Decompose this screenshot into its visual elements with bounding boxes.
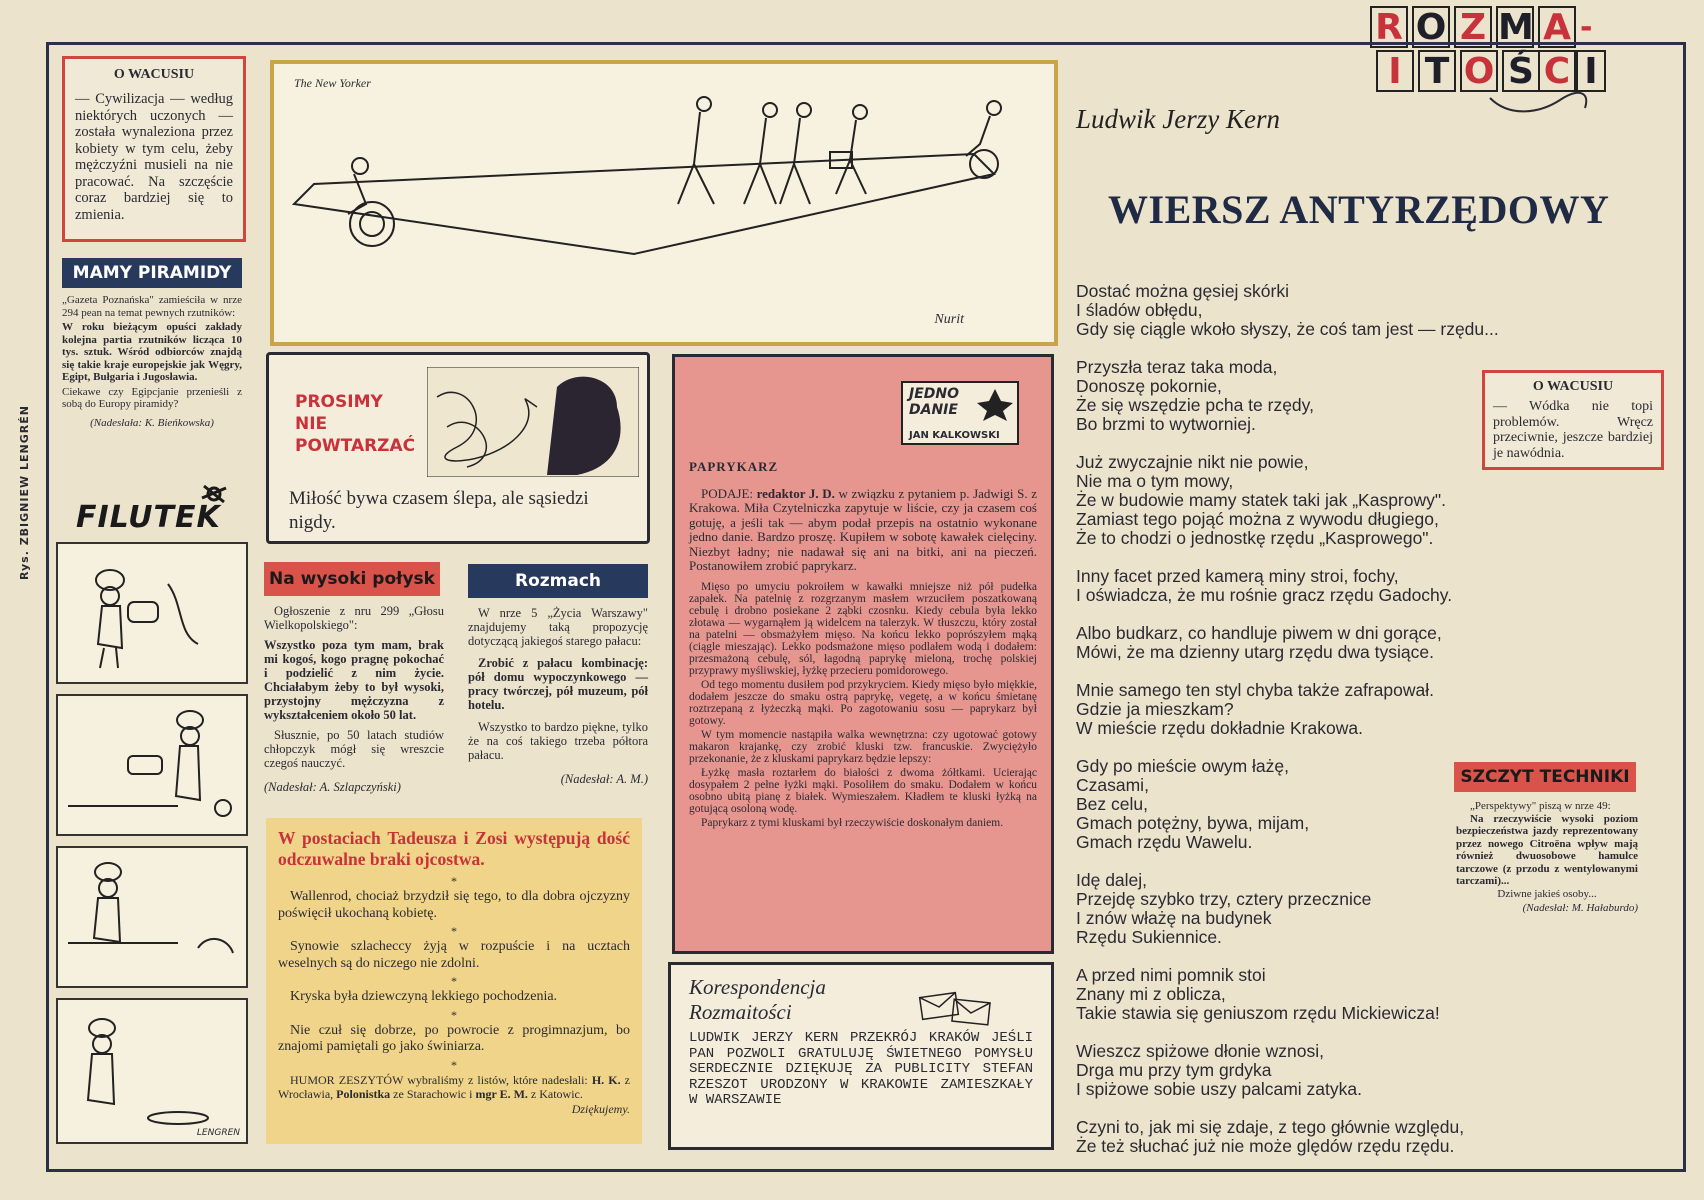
filutek-decor-icon [64,480,244,540]
cartoon-drawing-icon [274,64,1054,342]
wysoki-intro: Ogłoszenie z nru 299 „Głosu Wielkopolskiego": [264,604,444,632]
postaci-footer [278,1072,630,1116]
paprykarz-intro-rest: w związku z pytaniem p. Jadwigi S. z Krakowa. Miła Czytelniczka zapytuje w liście, czy ja czasem coś gotuję, a jeśli tak — abym podał przepis na ostatnio wykonane jedno danie. Bardzo proszę. Kupiłem w sobotę kawałek cielęciny. Niezbyt ładny; nie nadawał się ani na bitki, ani na pieczeń. Postanowiłem zrobić paprykarz. [689,486,1037,574]
postaci-star: * [451,874,457,888]
filutek-signature: LENGREN [196,1128,240,1138]
szczyt-quote: Na rzeczywiście wysoki poziom bezpieczeństwa jazdy reprezentowany przez nowego Citroëna wpływ mają również dwuosobowe hamulce tarczowe (z przodu z wentylowanymi tarczami)... [1456,812,1638,887]
szczyt-comment: Dziwne jakieś osoby... [1497,887,1597,900]
szczyt-heading: SZCZYT TECHNIKI [1454,762,1636,792]
piramidy-signature: (Nadesłała: K. Bieńkowska) [90,416,214,429]
poem-stanza: Wieszcz spiżowe dłonie wznosi, Drga mu przy tym grdyka I spiżowe sobie uszy palcami zatyka. [1076,1041,1362,1099]
masthead-letter: I [1376,50,1414,92]
wysoki-heading: Na wysoki połysk [264,562,440,596]
postaci-footer-pol: Polonistka [336,1087,391,1101]
szczyt-article [1456,800,1638,915]
poem-stanza: Czyni to, jak mi się zdaje, z tego głównie względu, Że też słuchać już nie może ględów rzędu rzędu. [1076,1117,1465,1156]
illustrator-credit: Rys. ZBIGNIEW LENGRÉN [18,405,31,580]
korespondencja-box [668,962,1054,1150]
wysoki-comment: Słusznie, po 50 latach studiów chłopczyk mógł się wreszcie czegoś nauczyć. [264,728,444,770]
filutek-panel-2 [56,694,248,836]
paprykarz-intro-lead: PODAJE: [701,486,754,501]
piramidy-quote: W roku bieżącym opuści zakłady kolejna partia rzutników licząca 10 tys. sztuk. Wśród odbiorców znajdą się takie kraje europejskie jak Węgry, Egipt, Bułgaria i Jugosławia. [62,321,242,383]
paprykarz-title: PAPRYKARZ [689,459,779,474]
poem-stanza: Przyszła teraz taka moda, Donoszę pokornie, Że się wszędzie pcha te rzędy, Bo brzmi to wytworniej. [1076,357,1314,434]
postaci-thanks: Dziękujemy. [571,1101,630,1116]
masthead-letter: T [1418,50,1456,92]
paprykarz-intro-bold: redaktor J. D. [756,486,835,501]
paprykarz-paragraph: Od tego momentu dusiłem pod przykryciem. Kiedy mięso było miękkie, dodałem jeszcze do smaku ostrą paprykę, vegetę, a w końcu śmietanę roztrzepaną z łyżeczką mąki. Po zagotowaniu sosu — paprykarz był gotowy. [689,679,1037,728]
postaci-item: Synowie szlacheccy żyją w rozpuście i na ucztach weselnych są do niczego nie zdolni. [278,939,630,971]
poem-author: Ludwik Jerzy Kern [1076,104,1280,134]
paprykarz-intro [689,487,1037,573]
rozmach-signature: (Nadesłał: A. M.) [560,772,648,786]
wysoki-article [264,604,444,794]
postaci-star: * [451,974,457,988]
filutek-figure-icon [58,1000,246,1142]
poem-stanza: Już zwyczajnie nikt nie powie, Nie ma o tym mowy, Że w budowie mamy statek taki jak „Kasprowy". Zamiast tego pojąć można z wywodu długiego, Że to chodzi o jednostkę rzędu „Kasprowego". [1076,452,1446,548]
poem-stanza: Mnie samego ten styl chyba także zafrapował. Gdzie ja mieszkam? W mieście rzędu dokładnie Krakowa. [1076,680,1434,738]
masthead-hyphen: - [1580,10,1593,45]
wacusiu-right-title: O WACUSIU [1532,379,1614,394]
logo-emblem-icon [975,387,1015,423]
prosimy-title-line: PROSIMY [295,392,383,412]
rozmach-quote: Zrobić z pałacu kombinację: pół domu wypoczynkowego — pracy twórczej, pół muzeum, pół hotelu. [468,656,648,712]
filutek-title: FILUTEK [76,500,221,535]
prosimy-title-line: POWTARZAĆ [295,436,416,456]
new-yorker-cartoon [270,60,1058,346]
logo-top: JEDNO [909,386,960,402]
postaci-star: * [451,1057,457,1072]
postaci-footer-end: z Katowic. [530,1087,583,1101]
szczyt-signature: (Nadesłał: M. Hałaburdo) [1522,902,1638,914]
postaci-footer-lead: HUMOR ZESZYTÓW wybraliśmy z listów, które nadesłali: [290,1072,588,1087]
korespondencja-telegram: LUDWIK JERZY KERN PRZEKRÓJ KRAKÓW JEŚLI PAN POZWOLI GRATULUJĘ ŚWIETNEGO POMYSŁU SERDECZNIE DZIĘKUJĘ ZA PUBLICITY STEFAN RZESZOT URODZONY W KRAKOWIE ZAMIESZKAŁY W WARSZAWIE [689,1030,1033,1108]
filutek-panel-4 [56,998,248,1144]
piramidy-article [62,294,242,429]
poem-title: WIERSZ ANTYRZĘDOWY [1108,187,1610,232]
envelope-icon [917,989,997,1029]
korespondencja-title-line: Korespondencja [689,975,826,999]
wacusiu-right-box [1482,370,1664,470]
postaci-box [266,818,642,1144]
cartoon-signature: Nurit [934,312,964,327]
paprykarz-paragraph: Paprykarz z tymi kluskami był rzeczywiście doskonałym daniem. [701,817,1004,830]
postaci-footer-hk: H. K. [591,1072,621,1087]
filutek-panel-1 [56,542,248,684]
masthead-letter: O [1412,6,1450,48]
logo-author: JAN KALKOWSKI [909,430,1000,441]
paprykarz-paragraph: Łyżkę masła roztarłem do białości z dwoma żółtkami. Ucierając dosypałem 2 pełne łyżki mąki. Posoliłem do smaku. Dodałem w końcu osobno ubitą pianę z białek. Wymieszałem. Kładłem te kluski łyżką na gotującą osoloną wodę. [689,767,1037,816]
szczyt-intro: „Perspektywy" piszą w nrze 49: [1470,800,1611,812]
filutek-figure-icon [58,696,246,834]
piramidy-heading: MAMY PIRAMIDY [62,258,242,288]
rozmach-article [468,606,648,786]
postaci-item: Kryska była dziewczyną lekkiego pochodzenia. [290,989,558,1004]
prosimy-title [295,391,415,457]
wysoki-signature: (Nadesłał: A. Szlapczyński) [264,780,401,794]
filutek-panel-3 [56,846,248,988]
prosimy-title-line: NIE [295,414,328,434]
postaci-item: Nie czuł się dobrze, po powrocie z progimnazjum, bo znajomi pamiętali go jako świniarza. [278,1022,630,1054]
postaci-star: * [451,1007,457,1022]
rozmach-intro: W nrze 5 „Życia Warszawy" znajdujemy taką propozycję dotyczącą jakiegoś starego pałacu: [468,606,648,648]
masthead-letter: M [1498,7,1534,48]
poem-stanza: A przed nimi pomnik stoi Znany mi z oblicza, Takie stawia się geniuszom rzędu Mickiewicza! [1076,965,1440,1023]
prosimy-illustration-icon [427,367,639,477]
postaci-footer-mid1: z Wrocławia, [278,1072,630,1101]
masthead-letter: Ś [1502,50,1540,92]
postaci-footer-em: mgr E. M. [475,1087,528,1101]
poem-stanza: Idę dalej, Przejdę szybko trzy, cztery przecznice I znów włażę na budynek Rzędu Sukiennice. [1076,870,1372,947]
korespondencja-title-line: Rozmaitości [689,1000,792,1024]
wacusiu-left-title: O WACUSIU [113,67,195,82]
filutek-figure-icon [58,544,246,682]
wacusiu-left-text: — Cywilizacja — według niektórych uczonych — została wynaleziona przez kobiety w tym celu, żeby mężczyźni musieli na nie pracować. Na szczęście coraz bardziej się to zmienia. [75,91,233,223]
wacusiu-left-box [62,56,246,242]
paprykarz-paragraph: Mięso po umyciu pokroiłem w kawałki mniejsze niż pół pudełka zapałek. Na patelnię z rozgrzanym masłem wrzuciłem poszatkowaną cebulę i drobno posiekane 2 ząbki czosnku. Kiedy cebula była lekko złotawa — wygarnąłem ją widelcem na talerzyk. W tłuszczu, który został na patelni — obsmażyłem mięso. Na końcu lekko poprószyłem mąką (ciągle mieszając). Lekko podsmażone mięso podlałem wodą i dodałem: przesmażoną cebulę, sól, łagodną paprykę mieloną, trochę polskiej przyprawy myśliwskiej, łyżkę przecieru pomidorowego. [689,581,1037,678]
masthead-letter: O [1460,50,1498,92]
poem-stanza: Albo budkarz, co handluje piwem w dni gorące, Mówi, że ma dzienny utarg rzędu dwa tysiące. [1076,623,1442,662]
poem-stanza: Dostać można gęsiej skórki I śladów obłędu, Gdy się ciągle wkoło słyszy, że coś tam jest — rzędu... [1076,281,1499,339]
masthead-letter: R [1370,6,1408,48]
piramidy-question: Ciekawe czy Egipcjanie przenieśli z sobą do Europy piramidy? [62,385,242,410]
postaci-title: W postaciach Tadeusza i Zosi występują dość odczuwalne braki ojcostwa. [278,828,630,869]
masthead-letter: A [1538,6,1576,48]
masthead-letter: I [1576,50,1606,92]
paprykarz-paragraph: W tym momencie nastąpiła walka wewnętrzna: czy ugotować gotowy makaron krajankę, czy zrobić kluski tzw. francuskie. Zwyciężyło przekonanie, że z kluskami paprykarz będzie lepszy: [689,729,1037,766]
logo-bottom: DANIE [909,402,958,418]
cartoon-magazine: The New Yorker [294,76,371,90]
poem-stanza: Inny facet przed kamerą miny stroi, fochy, I oświadcza, że mu rośnie gracz rzędu Gadochy. [1076,566,1453,605]
paprykarz-box [672,354,1054,954]
wacusiu-right-text: — Wódka nie topi problemów. Wręcz przeciwnie, jeszcze bardziej je nawódnia. [1493,399,1653,461]
poem-stanza: Gdy po mieście owym łażę, Czasami, Bez celu, Gmach potężny, bywa, mijam, Gmach rzędu Wawelu. [1076,756,1310,852]
masthead-letter: C [1538,50,1576,92]
postaci-star: * [451,924,457,938]
rozmach-comment: Wszystko to bardzo piękne, tylko że na coś takiego trzeba półtora pałacu. [468,720,648,762]
prosimy-box [266,352,650,544]
postaci-item: Wallenrod, chociaż brzydził się tego, to dla dobra ojczyzny poświęcił ukochaną kobietę. [278,889,630,921]
prosimy-quote: Miłość bywa czasem ślepa, ale sąsiedzi nigdy. [289,488,589,533]
wysoki-quote: Wszystko poza tym mam, brak mi kogoś, kogo pragnę pokochać i podzielić z nim życie. Chciałabym żeby to był wysoki, przystojny mężczyzna z wykształceniem około 50 lat. [264,638,444,722]
postaci-footer-mid2: ze Starachowic i [393,1087,473,1101]
masthead-letter: Z [1454,6,1492,48]
jedno-danie-logo [901,381,1019,445]
piramidy-intro: „Gazeta Poznańska" zamieściła w nrze 294 pean na temat pewnych rzutników: [62,294,242,319]
rozmach-heading: Rozmach [468,564,648,598]
filutek-figure-icon [58,848,246,986]
